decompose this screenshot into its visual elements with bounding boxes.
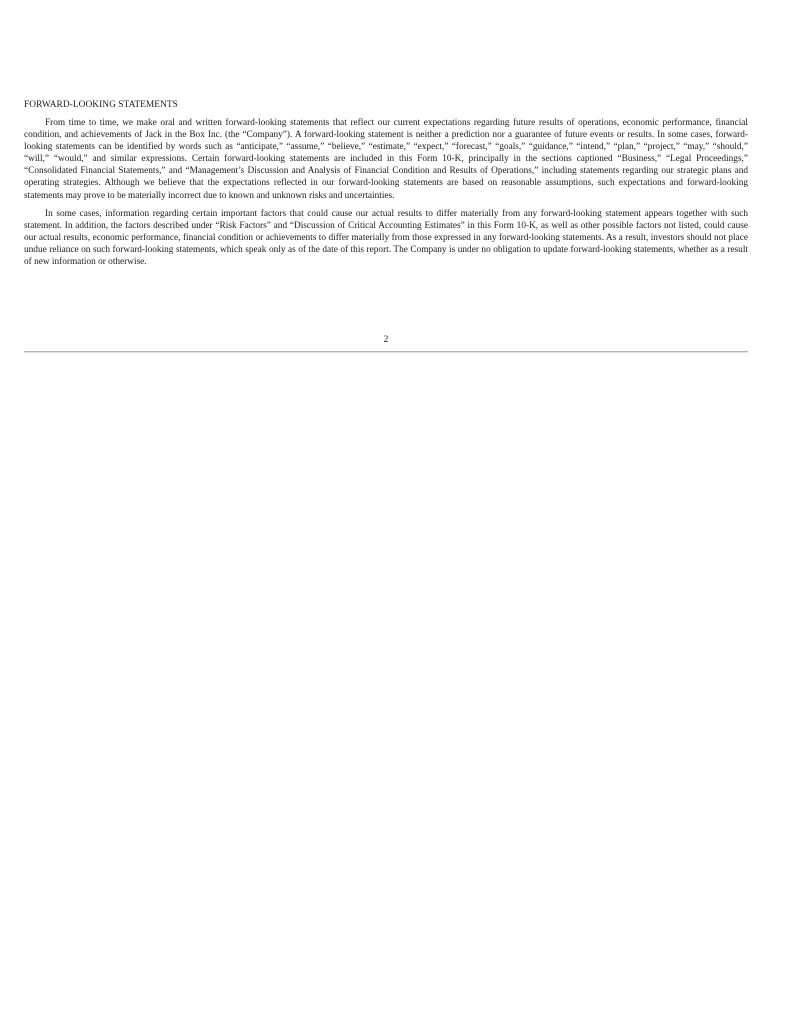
page-divider — [24, 351, 748, 353]
section-heading: FORWARD-LOOKING STATEMENTS — [24, 100, 178, 110]
page-number: 2 — [383, 335, 389, 345]
paragraph-risk-factors: In some cases, information regarding certain important factors that could cause our actual results to differ materially from any forward-looking statement appears together with such statement. In addition, the factors described under “Risk Factors” and “Discussion of Critical Accounting Estimates” in this Form 10-K, as well as other possible factors not listed, could cause our actual results, economic performance, financial condition or achievements to differ materially from those expressed in any forward-looking statements. As a result, investors should not place undue reliance on such forward-looking statements, which speak only as of the date of this report. The Company is under no obligation to update forward-looking statements, whether as a result of new information or otherwise. — [24, 208, 748, 268]
document-body — [24, 99, 748, 274]
paragraph-forward-looking-intro: From time to time, we make oral and written forward-looking statements that reflect our current expectations regarding future results of operations, economic performance, financial condition, and achievements of Jack in the Box Inc. (the “Company”). A forward-looking statement is neither a prediction nor a guarantee of future events or results. In some cases, forward-looking statements can be identified by words such as “anticipate,” “assume,” “believe,” “estimate,” “expect,” “forecast,” “goals,” “guidance,” “intend,” “plan,” “project,” “may,” “should,” “will,” “would,” and similar expressions. Certain forward-looking statements are included in this Form 10-K, principally in the sections captioned “Business,” “Legal Proceedings,” “Consolidated Financial Statements,” and “Management’s Discussion and Analysis of Financial Condition and Results of Operations,” including statements regarding our strategic plans and operating strategies. Although we believe that the expectations reflected in our forward-looking statements are based on reasonable assumptions, such expectations and forward-looking statements may prove to be materially incorrect due to known and unknown risks and uncertainties. — [24, 118, 748, 201]
